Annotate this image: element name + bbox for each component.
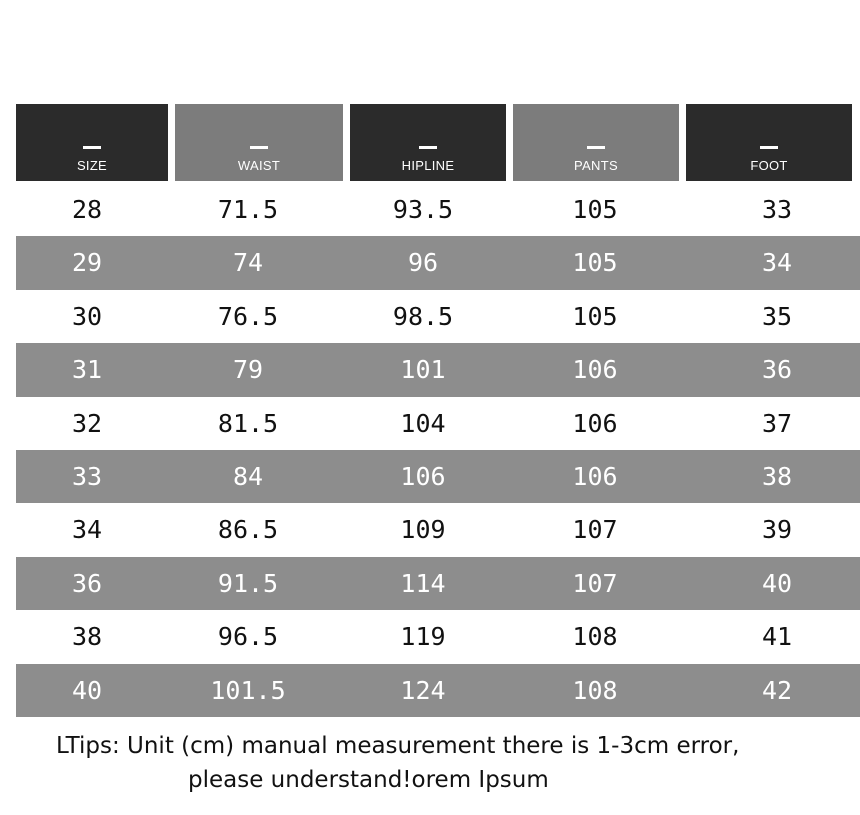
cell-hipline: 114 (400, 568, 446, 598)
cell-size: 32 (71, 408, 103, 438)
cell-waist: 86.5 (217, 515, 279, 545)
table-row (16, 183, 860, 236)
cell-size: 40 (71, 675, 103, 705)
cell-waist: 91.5 (217, 568, 279, 598)
cell-foot: 39 (761, 515, 793, 545)
cell-waist: 71.5 (217, 195, 279, 224)
cell-pants: 108 (572, 675, 618, 705)
header-dash (250, 146, 268, 149)
cell-pants: 105 (572, 248, 618, 278)
table-row (16, 397, 860, 450)
tips-line-2: please understand!orem Ipsum (188, 767, 549, 793)
table-row (16, 610, 860, 663)
header-label: FOOT (750, 158, 788, 173)
header-dash (419, 146, 437, 149)
table-row (16, 343, 860, 396)
cell-hipline: 104 (400, 408, 446, 438)
table-row (16, 236, 860, 289)
cell-foot: 42 (761, 675, 793, 705)
cell-waist: 76.5 (217, 301, 279, 331)
cell-pants: 105 (572, 195, 618, 224)
header-pants (513, 104, 679, 181)
cell-hipline: 98.5 (392, 301, 454, 331)
cell-hipline: 96 (407, 248, 439, 278)
cell-waist: 101.5 (210, 675, 286, 705)
cell-hipline: 93.5 (392, 195, 454, 224)
cell-size: 36 (71, 568, 103, 598)
cell-size: 34 (71, 515, 103, 545)
cell-waist: 74 (232, 248, 264, 278)
table-body (16, 183, 860, 717)
tips-line-1: LTips: Unit (cm) manual measurement there is 1-3cm error, (56, 733, 740, 759)
cell-hipline: 119 (400, 622, 446, 652)
cell-pants: 105 (572, 301, 618, 331)
header-dash (760, 146, 778, 149)
table-row (16, 503, 860, 556)
cell-foot: 34 (761, 248, 793, 278)
cell-size: 31 (71, 355, 103, 385)
cell-foot: 33 (761, 195, 793, 224)
cell-hipline: 124 (400, 675, 446, 705)
header-waist (175, 104, 343, 181)
cell-waist: 79 (232, 355, 264, 385)
cell-foot: 40 (761, 568, 793, 598)
cell-waist: 96.5 (217, 622, 279, 652)
header-label: WAIST (237, 158, 281, 173)
cell-pants: 106 (572, 461, 618, 491)
table-row (16, 557, 860, 610)
cell-pants: 106 (572, 408, 618, 438)
cell-hipline: 106 (400, 461, 446, 491)
cell-size: 30 (71, 301, 103, 331)
header-label: PANTS (574, 158, 618, 173)
cell-waist: 84 (232, 461, 264, 491)
table-row (16, 290, 860, 343)
cell-hipline: 101 (400, 355, 446, 385)
header-label: SIZE (76, 158, 108, 173)
cell-pants: 106 (572, 355, 618, 385)
cell-foot: 36 (761, 355, 793, 385)
cell-size: 28 (71, 195, 103, 224)
header-hipline (350, 104, 506, 181)
cell-foot: 38 (761, 461, 793, 491)
header-dash (83, 146, 101, 149)
header-label: HIPLINE (401, 158, 455, 173)
cell-pants: 107 (572, 515, 618, 545)
header-size (16, 104, 168, 181)
cell-foot: 35 (761, 301, 793, 331)
cell-pants: 107 (572, 568, 618, 598)
table-row (16, 450, 860, 503)
cell-foot: 41 (761, 622, 793, 652)
cell-size: 38 (71, 622, 103, 652)
header-foot (686, 104, 852, 181)
table-row (16, 664, 860, 717)
header-dash (587, 146, 605, 149)
table-header (16, 104, 852, 181)
cell-size: 33 (71, 461, 103, 491)
cell-size: 29 (71, 248, 103, 278)
cell-waist: 81.5 (217, 408, 279, 438)
cell-hipline: 109 (400, 515, 446, 545)
cell-foot: 37 (761, 408, 793, 438)
cell-pants: 108 (572, 622, 618, 652)
